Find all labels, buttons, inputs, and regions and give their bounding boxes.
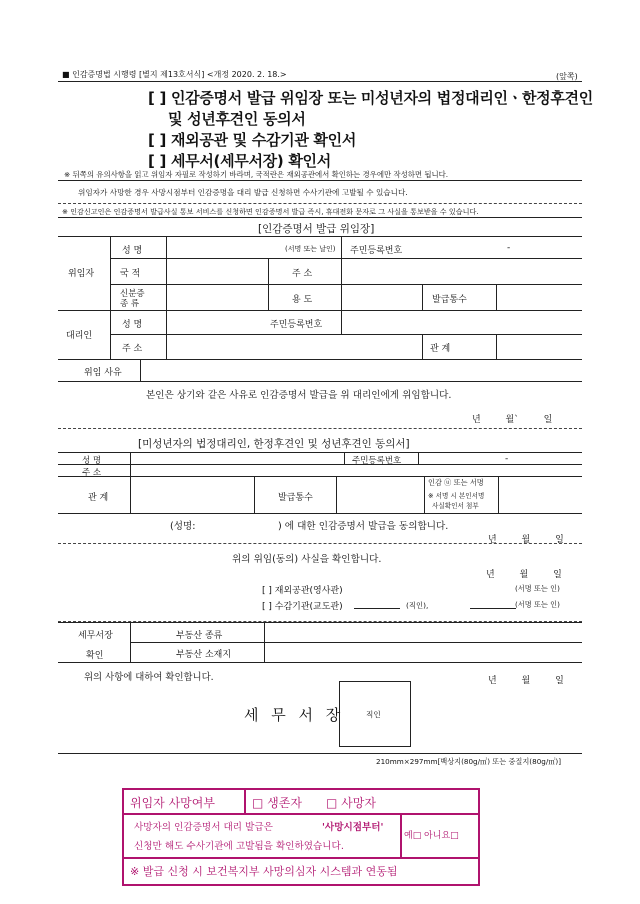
consent-statement: ) 에 대한 인감증명서 발급을 동의합니다. (278, 521, 449, 532)
col-line (140, 359, 141, 381)
header-divider (58, 81, 582, 82)
col-line (341, 236, 342, 334)
agent-label: 대리인 (66, 331, 93, 341)
row-line (58, 662, 582, 663)
row-line (58, 464, 582, 465)
signature-hint: (서명 또는 날인) (285, 245, 336, 253)
embassy-checkbox[interactable]: [ ] 재외공관(영사관) (262, 586, 343, 596)
title-line-2: 및 성년후견인 동의서 (168, 110, 306, 128)
prison-sign-hint: (서명 또는 인) (515, 600, 560, 609)
delegation-statement: 본인은 상기와 같은 사유로 인감증명서 발급을 위 대리인에게 위임합니다. (146, 390, 452, 401)
tax-date: 년 월 일 (488, 676, 564, 686)
paper-spec: 210mm×297mm[백상지(80g/㎡) 또는 중질지(80g/㎡)] (376, 757, 562, 766)
row-line (110, 334, 582, 335)
consent-address-label: 주 소 (82, 468, 102, 478)
yes-no-checkboxes[interactable]: 예□ 아니요□ (404, 831, 459, 841)
bottom-line (58, 753, 582, 754)
note-1: ※ 뒤쪽의 유의사항을 읽고 위임자 자필로 작성하기 바라며, 국적란은 재외공관에서 확인하는 경우에만 작성하면 됩니다. (64, 170, 449, 179)
row-line (130, 642, 582, 643)
section-divider (58, 543, 582, 544)
col-line (254, 476, 255, 513)
note-3-underline (58, 217, 582, 218)
delegation-top-line (58, 236, 582, 237)
consent-name-label: 성 명 (82, 456, 102, 466)
row-line (58, 359, 582, 360)
dashed-divider (58, 203, 582, 204)
col-line (496, 284, 497, 310)
copies-label: 발급통수 (432, 295, 467, 305)
agent-name-label: 성 명 (122, 320, 143, 330)
consent-date: 년 월 일 (488, 535, 564, 545)
col-line (264, 622, 265, 662)
col-line (422, 334, 423, 359)
col-line (496, 334, 497, 359)
title-line-4: [ ] 세무서(세무서장) 확인서 (148, 152, 331, 170)
row-line (58, 513, 582, 514)
stamp-col-line (244, 788, 246, 813)
consent-statement-prefix: (성명: (170, 521, 196, 532)
delegation-section-title: [인감증명서 발급 위임장] (258, 223, 375, 235)
col-line (424, 476, 425, 513)
consent-rrn-label: 주민등록번호 (352, 456, 402, 466)
tax-office-label-1: 세무서장 (78, 631, 113, 641)
delegation-date: 년 월` 일 (472, 415, 553, 425)
row-line (110, 258, 582, 259)
relation-label: 관 계 (430, 344, 451, 354)
rank-line (354, 608, 400, 609)
stamp-label: 위임자 사망여부 (130, 796, 215, 810)
col-line (422, 284, 423, 310)
col-line (110, 236, 111, 359)
property-type-label: 부동산 종류 (176, 631, 223, 641)
tax-office-label-2: 확인 (86, 651, 104, 661)
embassy-sign-hint: (서명 또는 인) (515, 584, 560, 593)
rank-seal: (직인), (406, 601, 429, 610)
property-location-label: 부동산 소재지 (176, 650, 232, 660)
col-line (166, 236, 167, 359)
seal-note-1: 인감 ⓤ 또는 서명 (428, 478, 484, 487)
id-type-label-1: 신분증 (120, 289, 145, 299)
consent-relation-label: 관 계 (88, 493, 109, 503)
stamp-bottom-note: ※ 발급 신청 시 보건복지부 사망의심자 시스템과 연동됨 (130, 865, 398, 878)
tax-chief-label: 세 무 서 장 (244, 706, 345, 724)
stamp-divider (122, 857, 478, 859)
nationality-label: 국 적 (120, 269, 141, 279)
stamp-warning-1: 사망자의 인감증명서 대리 발급은 (134, 822, 273, 833)
col-line (268, 258, 269, 310)
row-line (58, 381, 582, 382)
id-type-label-2: 종 류 (120, 299, 140, 309)
col-line (498, 476, 499, 513)
consent-section-title: [미성년자의 법정대리인, 한정후견인 및 성년후견인 동의서] (138, 438, 410, 450)
confirm-statement: 위의 위임(동의) 사실을 확인합니다. (232, 554, 382, 565)
stamp-divider (122, 813, 478, 815)
consent-copies-label: 발급통수 (278, 493, 313, 503)
purpose-label: 용 도 (292, 295, 313, 305)
agent-address-label: 주 소 (122, 344, 143, 354)
col-line (336, 476, 337, 513)
alive-checkbox[interactable]: □ 생존자 (252, 796, 302, 810)
page-side-label: (앞쪽) (556, 72, 578, 81)
note-2: 위임자가 사망한 경우 사망시점부터 인감증명을 대리 발급 신청하면 수사기관에 고발될 수 있습니다. (78, 188, 408, 197)
stamp-warning-emphasis: '사망시점부터' (322, 822, 384, 833)
section-divider (58, 428, 582, 429)
stamp-col-line (400, 813, 402, 857)
row-line (58, 476, 582, 477)
note-3: ※ 인감신고인은 인감증명서 발급사실 통보 서비스를 신청하면 인감증명서 발급 즉시, 휴대전화 문자로 그 사실을 통보받을 수 있습니다. (62, 207, 479, 216)
rrn-dash: - (507, 243, 511, 253)
row-line (58, 622, 582, 623)
col-line (130, 452, 131, 513)
seal-note-2: ※ 서명 시 본인서명 (428, 492, 485, 500)
row-line (110, 284, 582, 285)
confirm-date: 년 월 일 (486, 570, 562, 580)
seal-note-3: 사실확인서 첨부 (432, 502, 479, 510)
delegator-label: 위임자 (68, 269, 95, 279)
reason-label: 위임 사유 (84, 368, 122, 378)
delegator-name-label: 성 명 (122, 246, 143, 256)
note-divider (58, 180, 582, 181)
prison-checkbox[interactable]: [ ] 수감기관(교도관) (262, 602, 343, 612)
col-line (130, 622, 131, 662)
title-line-3: [ ] 재외공관 및 수감기관 확인서 (148, 131, 357, 149)
dead-checkbox[interactable]: □ 사망자 (326, 796, 376, 810)
agent-rrn-label: 주민등록번호 (270, 320, 323, 330)
delegator-address-label: 주 소 (292, 269, 313, 279)
consent-rrn-dash: - (505, 454, 509, 464)
official-seal-label: 직인 (366, 710, 381, 719)
stamp-warning-2: 신청만 해도 수사기관에 고발됨을 확인하였습니다. (134, 841, 344, 852)
form-number: ■ 인감증명법 시행령 [별지 제13호서식] <개정 2020. 2. 18.> (62, 70, 287, 79)
col-line (344, 452, 345, 464)
col-line (418, 452, 419, 464)
tax-statement: 위의 사항에 대하여 확인합니다. (84, 672, 214, 683)
delegator-rrn-label: 주민등록번호 (350, 246, 403, 256)
row-line (58, 310, 582, 311)
title-line-1: [ ] 인감증명서 발급 위임장 또는 미성년자의 법정대리인ㆍ한정후견인 (148, 89, 593, 107)
row-line (58, 452, 582, 453)
sign-line (470, 608, 516, 609)
